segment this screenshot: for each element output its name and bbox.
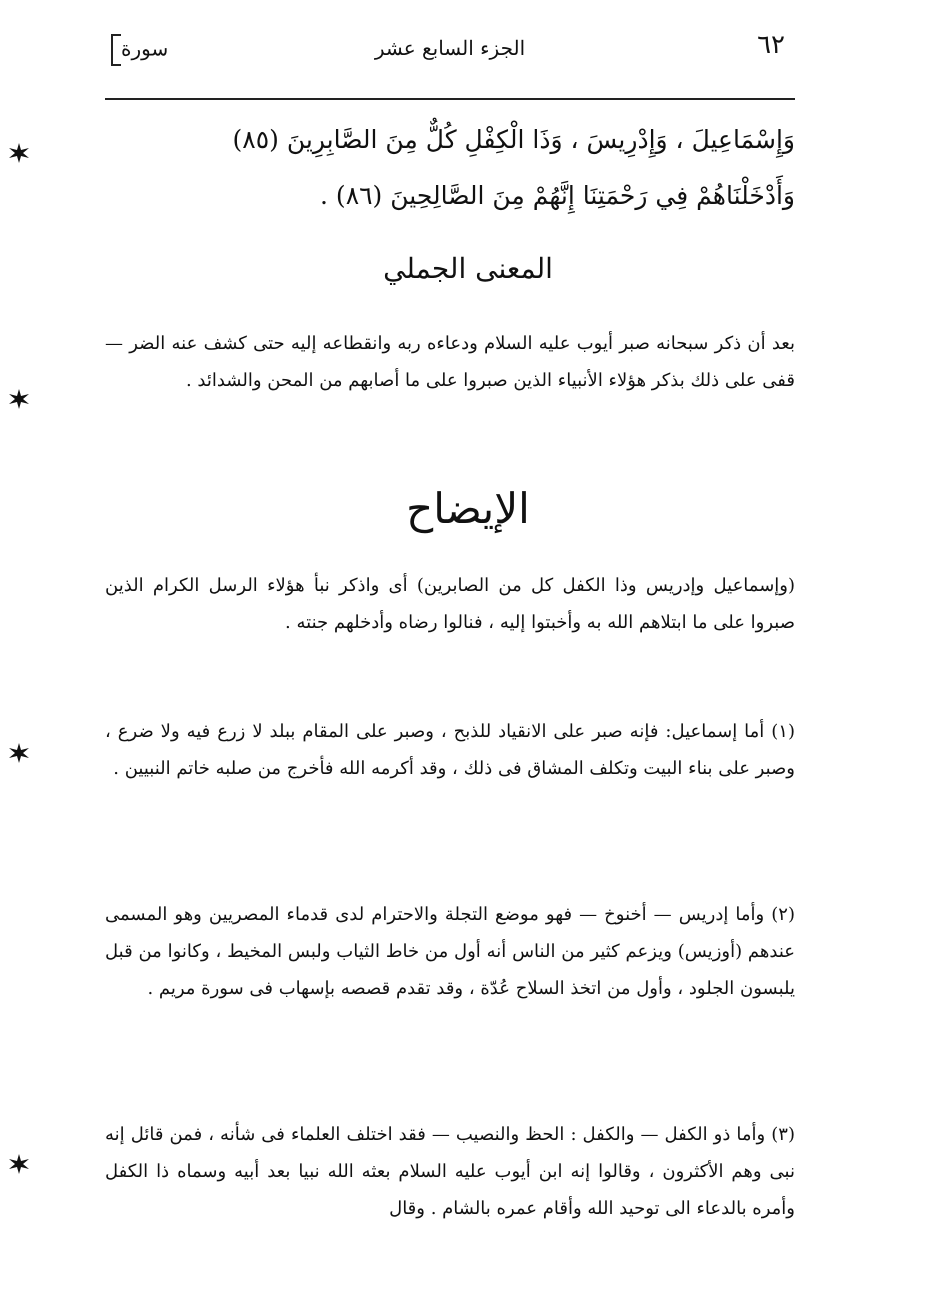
running-title: الجزء السابع عشر <box>374 36 526 60</box>
page-header <box>105 30 795 90</box>
section-heading-general-meaning: المعنى الجملي <box>383 252 553 285</box>
paragraph-intro <box>105 567 795 641</box>
surah-label: سورة <box>105 34 168 66</box>
ornament-icon <box>8 1153 30 1175</box>
quran-verses <box>105 112 795 224</box>
header-divider <box>105 98 795 100</box>
paragraph-item-2 <box>105 896 795 1007</box>
paragraph-text: (١) أما إسماعيل: فإنه صبر على الانقياد للذبح ، وصبر على المقام ببلد لا زرع فيه ولا ضرع ، وصبر على بناء البيت وتكلف المشاق فى ذلك ، وقد أكرمه الله فأخرج من صلبه خاتم النبيين . <box>105 721 795 779</box>
paragraph-general-meaning <box>105 325 795 399</box>
paragraph-text: بعد أن ذكر سبحانه صبر أيوب عليه السلام ودعاءه ربه وانقطاعه إليه حتى كشف عنه الضر — قفى على ذلك بذكر هؤلاء الأنبياء الذين صبروا على ما أصابهم من المحن والشدائد . <box>105 333 795 391</box>
page-number: ٦٢ <box>757 30 785 60</box>
paragraph-text: (٣) وأما ذو الكفل — والكفل : الحظ والنصيب — فقد اختلف العلماء فى شأنه ، فمن قائل إنه نبى وهم الأكثرون ، وقالوا إنه ابن أيوب عليه السلام بعثه الله نبيا بعد أبيه وسماه ذا الكفل وأمره بالدعاء الى توحيد الله وأقام عمره بالشام . وقال <box>105 1124 795 1219</box>
ornament-icon <box>8 142 30 164</box>
paragraph-item-3 <box>105 1116 795 1227</box>
paragraph-text: (٢) وأما إدريس — أخنوخ — فهو موضع التجلة والاحترام لدى قدماء المصريين وهو المسمى عندهم (أوزيس) ويزعم كثير من الناس أنه أول من خاط الثياب ولبس المخيط ، وكانوا من قبل يلبسون الجلود ، وأول من اتخذ السلاح عُدّة ، وقد تقدم قصصه بإسهاب فى سورة مريم . <box>105 904 795 999</box>
paragraph-text: (وإسماعيل وإدريس وذا الكفل كل من الصابرين) أى واذكر نبأ هؤلاء الرسل الكرام الذين صبروا على ما ابتلاهم الله به وأخبتوا إليه ، فنالوا رضاه وأدخلهم جنته . <box>105 575 795 633</box>
section-heading-explanation: الإيضاح <box>406 484 530 533</box>
verse-line: وَإِسْمَاعِيلَ ، وَإِدْرِيسَ ، وَذَا الْكِفْلِ كُلٌّ مِنَ الصَّابِرِينَ (٨٥) <box>232 125 795 154</box>
ornament-icon <box>8 388 30 410</box>
paragraph-item-1 <box>105 713 795 787</box>
verse-line: وَأَدْخَلْنَاهُمْ فِي رَحْمَتِنَا إِنَّهُمْ مِنَ الصَّالِحِينَ (٨٦) . <box>320 181 795 210</box>
ornament-icon <box>8 742 30 764</box>
